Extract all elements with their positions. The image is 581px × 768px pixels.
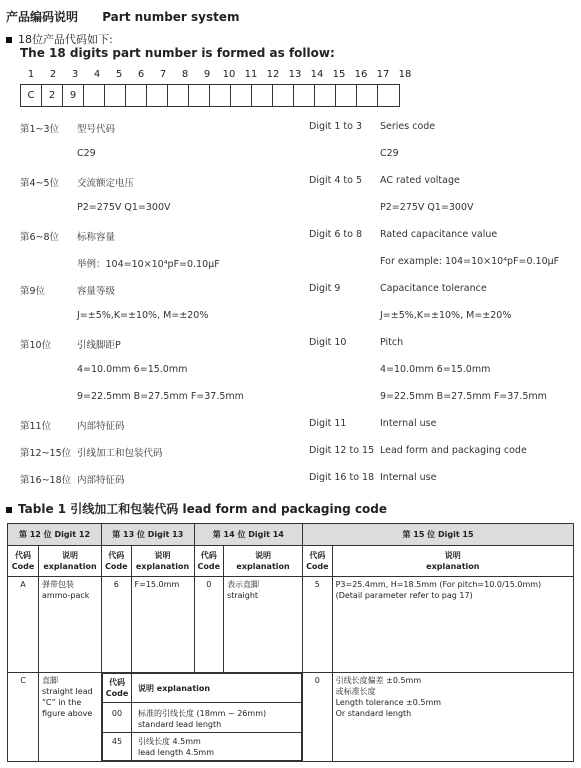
cell-code: 00 [103, 703, 132, 733]
row-cn-description: 标称容量 [77, 232, 116, 243]
digit-number: 2 [49, 69, 57, 80]
row-cn-position: 第6~8位 [20, 232, 60, 243]
header-digit-12: 第 12 位 Digit 12 [8, 524, 102, 546]
table-row [8, 673, 574, 762]
cell-explanation [332, 577, 573, 673]
cell-explanation [39, 577, 102, 673]
table-header-row [8, 524, 574, 546]
code-header [8, 546, 39, 577]
digit-cell [84, 85, 105, 106]
row-en-description: 9=22.5mm B=27.5mm F=37.5mm [380, 391, 547, 402]
text-line: 引线长度 4.5mm [138, 737, 201, 746]
text-line: 引线长度偏差 ±0.5mm [335, 676, 422, 685]
cell-code: 0 [194, 577, 224, 673]
row-en-description: P2=275V Q1=300V [380, 202, 474, 213]
row-en-description: Pitch [380, 337, 404, 348]
intro-en: The 18 digits part number is formed as follow: [20, 46, 335, 60]
text-line: 表示直脚 [227, 580, 260, 589]
digit-number: 17 [376, 69, 390, 80]
row-cn-description: 内部特征码 [77, 475, 125, 486]
text-line: ammo-pack [42, 591, 90, 600]
expl-cn: 说明 [444, 551, 461, 560]
row-en-description: AC rated voltage [380, 175, 460, 186]
row-en-description: Lead form and packaging code [380, 445, 527, 456]
row-cn-position: 第10位 [20, 340, 52, 351]
row-en-description: J=±5%,K=±10%, M=±20% [380, 310, 512, 321]
row-en-position: Digit 12 to 15 [309, 445, 375, 456]
row-en-description: Series code [380, 121, 436, 132]
code-cn: 代码 [309, 551, 326, 560]
digit-number: 10 [222, 69, 236, 80]
expl-cn: 说明 [62, 551, 78, 560]
intro-cn-line [6, 31, 113, 47]
row-cn-position: 第12~15位 [20, 448, 72, 459]
table-subheader-row [8, 546, 574, 577]
row-cn-position: 第1~3位 [20, 124, 60, 135]
text-line: (Detail parameter refer to pag 17) [335, 591, 473, 600]
digit-number: 8 [181, 69, 189, 80]
row-en-position: Digit 4 to 5 [309, 175, 363, 186]
header-digit-13: 第 13 位 Digit 13 [102, 524, 195, 546]
cell-code: C [8, 673, 39, 762]
explanation-header [332, 546, 573, 577]
digit-number: 4 [93, 69, 101, 80]
digit-number: 18 [398, 69, 412, 80]
row-en-position: Digit 6 to 8 [309, 229, 363, 240]
page-title [6, 8, 240, 25]
digit-cell [273, 85, 294, 106]
text-line: 弹带包装 [42, 580, 74, 589]
code-cn: 代码 [109, 678, 125, 687]
digit-cell [189, 85, 210, 106]
expl-cn: 说明 [255, 551, 272, 560]
packaging-code-table [7, 523, 574, 762]
code-cn: 代码 [15, 551, 31, 560]
row-cn-position: 第11位 [20, 421, 52, 432]
digit-number: 9 [203, 69, 211, 80]
digit-cells [20, 84, 400, 107]
digit-cell [378, 85, 399, 106]
row-en-position: Digit 1 to 3 [309, 121, 363, 132]
row-en-description: C29 [380, 148, 399, 159]
row-en-description: Capacitance tolerance [380, 283, 487, 294]
digit-cell [147, 85, 168, 106]
code-cn: 代码 [200, 551, 217, 560]
code-header [102, 546, 132, 577]
text-line: 标准的引线长度 (18mm ~ 26mm) [138, 709, 267, 718]
title-en: Part number system [102, 10, 240, 24]
text-line: straight lead [42, 687, 93, 696]
row-en-description: Internal use [380, 418, 437, 429]
code-header [194, 546, 224, 577]
cell-explanation [332, 673, 573, 762]
digit-number: 11 [244, 69, 258, 80]
row-cn-description: 内部特征码 [77, 421, 125, 432]
row-cn-description: 交流额定电压 [77, 178, 135, 189]
expl-cn: 说明 [154, 551, 171, 560]
digit-number: 7 [159, 69, 167, 80]
header-digit-15: 第 15 位 Digit 15 [303, 524, 574, 546]
cell-code: A [8, 577, 39, 673]
digit-number: 3 [71, 69, 79, 80]
expl-en: explanation [43, 562, 97, 571]
digit-cell [231, 85, 252, 106]
row-cn-description: 举例：104=10×10⁴pF=0.10μF [77, 259, 220, 270]
code-en: Code [105, 562, 128, 571]
explanation-header [224, 546, 303, 577]
digit-cell: C [21, 85, 42, 106]
row-cn-description: 引线脚距P [77, 340, 121, 351]
digit-cell [210, 85, 231, 106]
row-cn-description: 9=22.5mm B=27.5mm F=37.5mm [77, 391, 244, 402]
text-line: straight [227, 591, 259, 600]
code-en: Code [197, 562, 221, 571]
digit-number: 14 [310, 69, 324, 80]
row-en-description: Rated capacitance value [380, 229, 498, 240]
text-line: 或标准长度 [335, 687, 376, 696]
inner-code-header [103, 674, 132, 703]
digit-cell: 9 [63, 85, 84, 106]
digit-cell [252, 85, 273, 106]
digit-cell [315, 85, 336, 106]
bullet-square-icon [6, 37, 12, 43]
bullet-square-icon [6, 507, 12, 513]
row-cn-description: 型号代码 [77, 124, 116, 135]
table-title [6, 500, 387, 517]
row-en-description: For example: 104=10×10⁴pF=0.10μF [380, 256, 560, 267]
title-cn: 产品编码说明 [6, 10, 79, 24]
row-en-description: Internal use [380, 472, 437, 483]
row-cn-position: 第4~5位 [20, 178, 60, 189]
code-en: Code [11, 562, 35, 571]
cell-explanation: F=15.0mm [131, 577, 194, 673]
row-cn-description: J=±5%,K=±10%, M=±20% [77, 310, 209, 321]
code-en: Code [306, 562, 329, 571]
explanation-header [39, 546, 102, 577]
digit-cell [105, 85, 126, 106]
lead-length-subtable [102, 673, 302, 761]
digit-number: 5 [115, 69, 123, 80]
row-cn-description: P2=275V Q1=300V [77, 202, 171, 213]
digit-numbers [20, 69, 416, 80]
text-line: Length tolerance ±0.5mm [335, 698, 442, 707]
code-header [303, 546, 333, 577]
digit-number: 6 [137, 69, 145, 80]
row-en-description: 4=10.0mm 6=15.0mm [380, 364, 491, 375]
expl-en: explanation [135, 562, 190, 571]
row-cn-description: 4=10.0mm 6=15.0mm [77, 364, 188, 375]
digit-number: 12 [266, 69, 280, 80]
cell-code: 45 [103, 733, 132, 761]
row-en-position: Digit 11 [309, 418, 347, 429]
row-en-position: Digit 9 [309, 283, 341, 294]
row-cn-position: 第9位 [20, 286, 46, 297]
text-line: P3=25.4mm, H=18.5mm (For pitch=10.0/15.0mm) [335, 580, 542, 589]
table-title-text: Table 1 引线加工和包装代码 lead form and packaging code [18, 502, 388, 516]
header-digit-14: 第 14 位 Digit 14 [194, 524, 303, 546]
digit-cell [357, 85, 378, 106]
row-cn-description: 引线加工和包装代码 [77, 448, 163, 459]
code-en: Code [105, 689, 129, 698]
digit-13-14-merged-cell [102, 673, 303, 762]
digit-number: 1 [27, 69, 35, 80]
row-en-position: Digit 16 to 18 [309, 472, 375, 483]
digit-number: 15 [332, 69, 346, 80]
digit-cell [294, 85, 315, 106]
digit-number: 16 [354, 69, 368, 80]
inner-explanation-header: 说明 explanation [132, 674, 302, 703]
cell-explanation [132, 703, 302, 733]
row-cn-description: 容量等级 [77, 286, 116, 297]
table-row [8, 577, 574, 673]
digit-cell [168, 85, 189, 106]
intro-cn: 18位产品代码如下: [18, 33, 113, 46]
text-line: Or standard length [335, 709, 412, 718]
expl-en: explanation [236, 562, 290, 571]
cell-code: 5 [303, 577, 333, 673]
cell-code: 0 [303, 673, 333, 762]
text-line: standard lead length [138, 720, 222, 729]
row-cn-description: C29 [77, 148, 96, 159]
text-line: “C” in the [42, 698, 82, 707]
digit-cell [126, 85, 147, 106]
text-line: 直脚 [42, 676, 58, 685]
text-line: figure above [42, 709, 93, 718]
digit-cell [336, 85, 357, 106]
row-en-position: Digit 10 [309, 337, 347, 348]
cell-explanation [224, 577, 303, 673]
explanation-header [131, 546, 194, 577]
digit-cell: 2 [42, 85, 63, 106]
digit-number: 13 [288, 69, 302, 80]
row-cn-position: 第16~18位 [20, 475, 72, 486]
code-cn: 代码 [108, 551, 125, 560]
cell-explanation [39, 673, 102, 762]
expl-en: explanation [426, 562, 480, 571]
text-line: lead length 4.5mm [138, 748, 215, 757]
cell-explanation [132, 733, 302, 761]
cell-code: 6 [102, 577, 132, 673]
